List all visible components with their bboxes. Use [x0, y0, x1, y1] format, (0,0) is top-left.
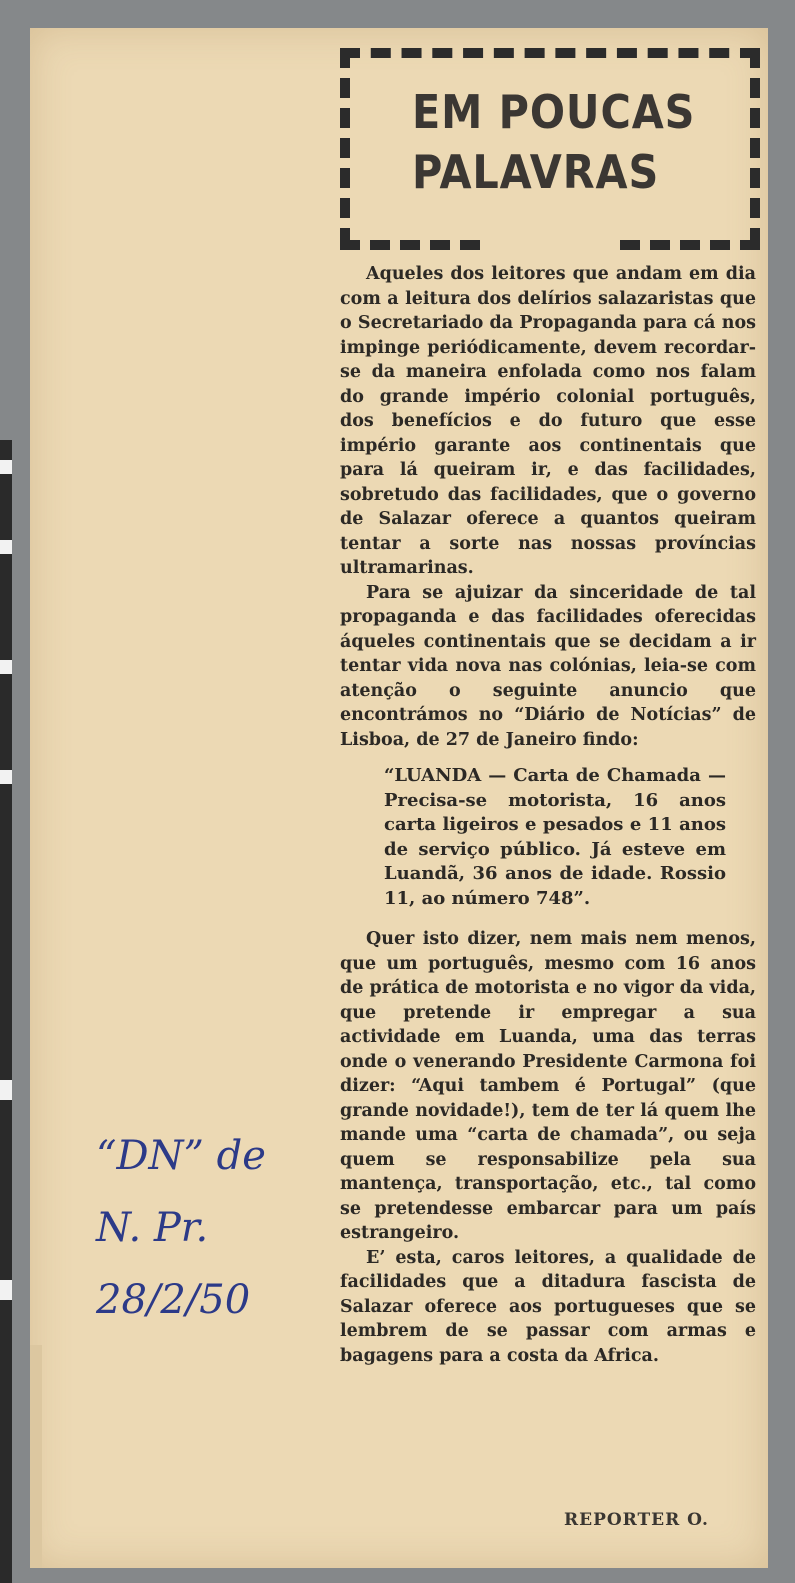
- article-paragraph-2: Para se ajuizar da sinceridade de tal propaganda e das facilidades oferecidas áqueles continentais que se decidam a ir tentar vida nova nas colónias, leia-se com atenção o seguinte anuncio que encontrámos no “Diário de Notícias” de Lisboa, de 27 de Janeiro findo:: [340, 582, 756, 750]
- frame-bottom-right: [620, 230, 760, 250]
- strip-tick: [0, 770, 12, 784]
- article-paragraph-3: Quer isto dizer, nem mais nem menos, que um português, mesmo com 16 anos de prática de motorista e no vigor da vida, que pretende ir empregar a sua actividade em Luanda, uma das terras onde o venerando Presidente Carmona foi dizer: “Aqui tambem é Portugal” (que grande novidade!), tem de ter lá quem lhe mande uma “carta de chamada”, ou seja quem se responsabilize pela sua mantença, transportação, etc., tal como se pretendesse embarcar para um país estrangeiro.: [340, 929, 756, 1243]
- article-body: [340, 262, 756, 1368]
- author-signature: REPORTER O.: [564, 1510, 709, 1530]
- strip-tick: [0, 540, 12, 554]
- paper-fold: [30, 1345, 42, 1568]
- article-paragraph-4: E’ esta, caros leitores, a qualidade de facilidades que a ditadura fascista de Salazar oferece aos portugueses que se lembrem de se passar com armas e bagagens para a costa da Africa.: [340, 1247, 756, 1366]
- headline-line-1: EM POUCAS: [412, 85, 696, 139]
- handwritten-line-1: “DN” de: [96, 1133, 266, 1179]
- strip-tick: [0, 660, 12, 674]
- handwritten-annotation: [96, 1120, 296, 1336]
- strip-tick: [0, 1080, 12, 1100]
- strip-tick: [0, 460, 12, 474]
- handwritten-line-3: 28/2/50: [96, 1277, 251, 1323]
- headline-line-2: PALAVRAS: [412, 145, 660, 199]
- frame-bottom-left: [340, 230, 480, 250]
- article-paragraph-1: Aqueles dos leitores que andam em dia com a leitura dos delírios salazaristas que o Secretariado da Propaganda para cá nos impinge periódicamente, devem recordar-se da maneira enfolada como nos falam do grande império colonial português, dos benefícios e do futuro que esse império garante aos continentais que para lá queiram ir, e das facilidades, sobretudo das facilidades, que o governo de Salazar oferece a quantos queiram tentar a sorte nas nossas províncias ultramarinas.: [340, 264, 756, 578]
- strip-tick: [0, 1280, 12, 1300]
- headline: [412, 82, 700, 202]
- handwritten-line-2: N. Pr.: [96, 1205, 209, 1251]
- scan-calibration-strip: [0, 440, 12, 1583]
- quoted-advertisement: “LUANDA — Carta de Chamada — Precisa-se motorista, 16 anos carta ligeiros e pesados e 11 anos de serviço público. Já esteve em Luandã, 36 anos de idade. Rossio 11, ao número 748”.: [384, 765, 726, 909]
